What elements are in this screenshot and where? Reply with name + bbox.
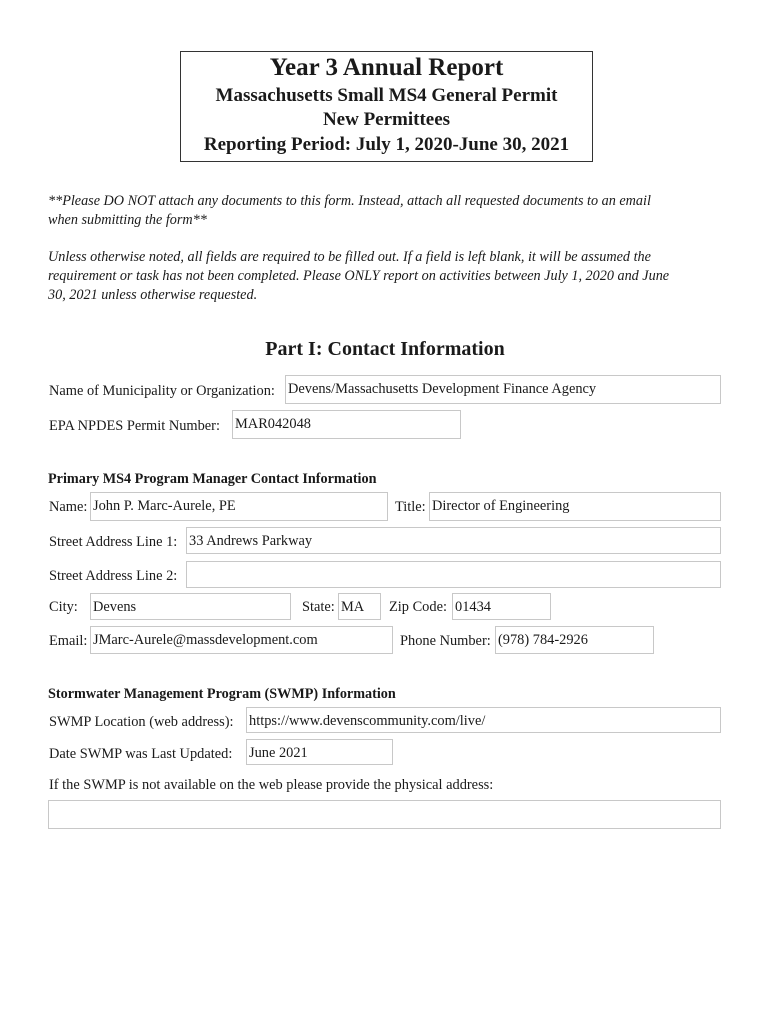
fields-note-line-1: Unless otherwise noted, all fields are required to be filled out. If a field is left blank, it will be assumed the [48,249,651,265]
street-line-2-field[interactable] [186,561,721,588]
attachment-note-line-1: **Please DO NOT attach any documents to this form. Instead, attach all requested documents to an email [48,193,651,209]
city-label: City: [49,599,78,615]
zip-code-label: Zip Code: [389,599,447,615]
reporting-period: Reporting Period: July 1, 2020-June 30, 2021 [203,134,570,155]
contact-info-heading: Primary MS4 Program Manager Contact Information [48,471,377,487]
attachment-note-line-2: when submitting the form** [48,212,207,228]
street-line-2-label: Street Address Line 2: [49,568,178,584]
municipality-label: Name of Municipality or Organization: [49,383,275,399]
state-label: State: [302,599,335,615]
title-label: Title: [395,499,426,515]
report-title: Year 3 Annual Report [269,54,504,81]
fields-note-line-2: requirement or task has not been completed. Please ONLY report on activities between July 1, 2020 and June [48,268,670,284]
report-title-box [180,51,593,162]
physical-address-field[interactable] [48,800,721,829]
phone-number-label: Phone Number: [400,633,491,649]
street-line-1-label: Street Address Line 1: [49,534,178,550]
swmp-updated-label: Date SWMP was Last Updated: [49,746,233,762]
permit-number-field[interactable]: MAR042048 [232,410,461,439]
permit-number-label: EPA NPDES Permit Number: [49,418,220,434]
municipality-field[interactable]: Devens/Massachusetts Development Finance Agency [285,375,721,404]
name-field[interactable]: John P. Marc-Aurele, PE [90,492,388,521]
phone-number-field[interactable]: (978) 784-2926 [495,626,654,654]
email-label: Email: [49,633,88,649]
city-field[interactable]: Devens [90,593,291,620]
physical-address-label: If the SWMP is not available on the web please provide the physical address: [49,777,494,793]
email-field[interactable]: JMarc-Aurele@massdevelopment.com [90,626,393,654]
permit-name: Massachusetts Small MS4 General Permit [215,85,558,106]
name-label: Name: [49,499,88,515]
swmp-info-heading: Stormwater Management Program (SWMP) Information [48,686,396,702]
zip-code-field[interactable]: 01434 [452,593,551,620]
part-1-heading: Part I: Contact Information [265,338,505,360]
fields-note-line-3: 30, 2021 unless otherwise requested. [48,287,258,303]
state-field[interactable]: MA [338,593,381,620]
street-line-1-field[interactable]: 33 Andrews Parkway [186,527,721,554]
swmp-updated-field[interactable]: June 2021 [246,739,393,765]
title-field[interactable]: Director of Engineering [429,492,721,521]
permittee-type: New Permittees [322,109,451,130]
swmp-location-label: SWMP Location (web address): [49,714,234,730]
swmp-location-field[interactable]: https://www.devenscommunity.com/live/ [246,707,721,733]
